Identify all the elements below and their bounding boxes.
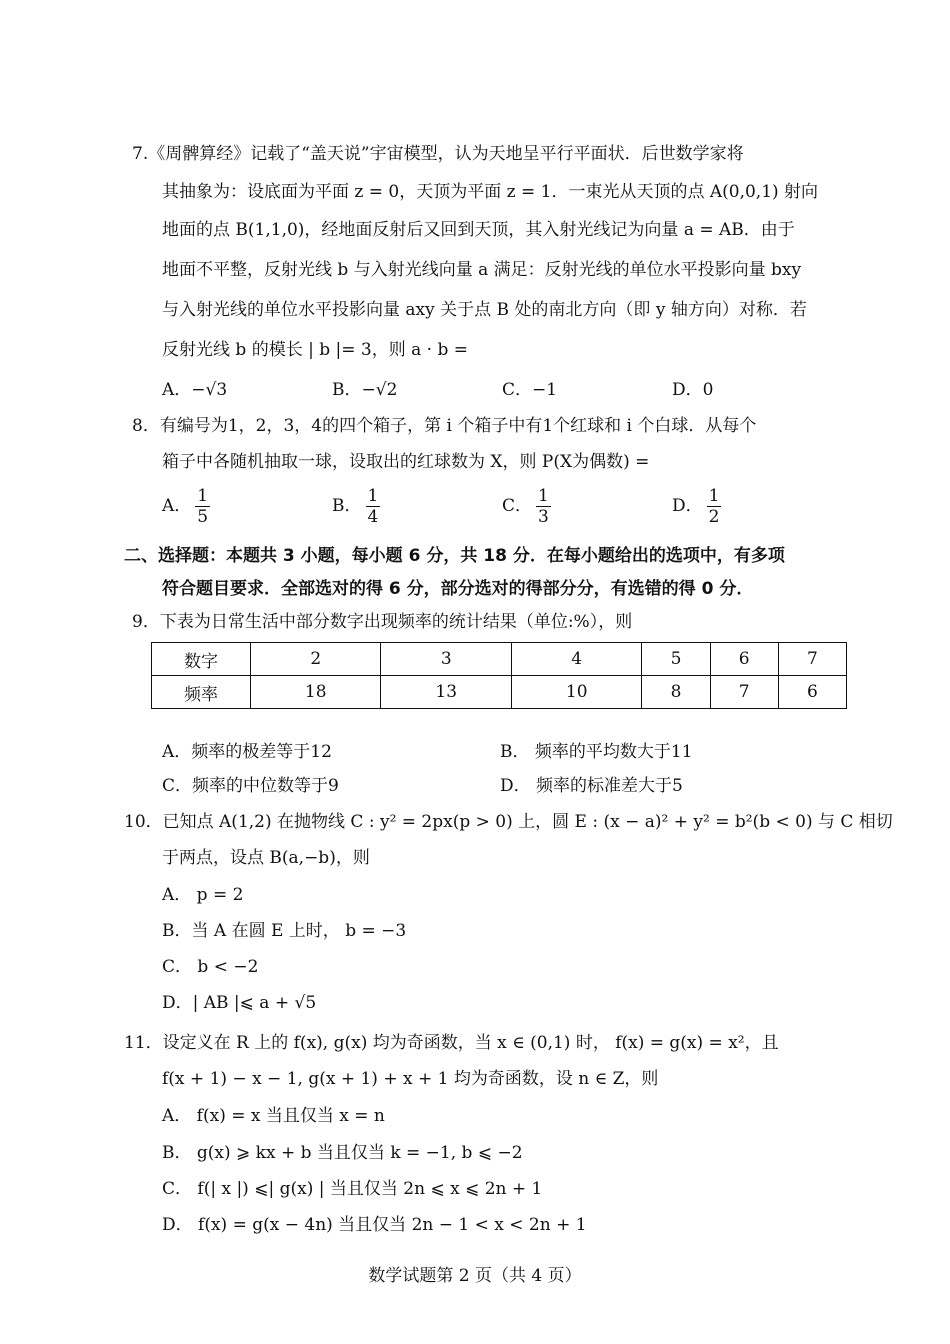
table-cell: 8 bbox=[642, 676, 710, 709]
q8-option-a bbox=[162, 486, 210, 527]
q7-line-4: 地面不平整，反射光线 b 与入射光线向量 a 满足：反射光线的单位水平投影向量 bxy bbox=[162, 260, 802, 280]
q7-option-c: C．−1 bbox=[502, 380, 558, 400]
table-cell: 5 bbox=[642, 643, 710, 676]
table-row-header: 数字 bbox=[152, 643, 251, 676]
table-cell: 10 bbox=[511, 676, 641, 709]
q11-option-d: D． f(x) = g(x − 4n) 当且仅当 2n − 1 < x < 2n + 1 bbox=[162, 1215, 587, 1235]
q8-option-a-letter: A． bbox=[162, 496, 192, 516]
q8-line-1: 8．有编号为1，2，3，4的四个箱子，第 i 个箱子中有1个红球和 i 个白球．从每个 bbox=[132, 416, 757, 436]
q10-option-b: B．当 A 在圆 E 上时， b = −3 bbox=[162, 921, 407, 941]
q8-option-c bbox=[502, 486, 551, 527]
fraction-numerator: 1 bbox=[367, 486, 379, 506]
q11-option-c: C． f(| x |) ⩽| g(x) | 当且仅当 2n ⩽ x ⩽ 2n + 1 bbox=[162, 1179, 543, 1199]
q8-option-b-fraction bbox=[366, 486, 381, 527]
q8-option-d-fraction bbox=[707, 486, 722, 527]
q10-option-c: C． b < −2 bbox=[162, 957, 259, 977]
fraction-numerator: 1 bbox=[197, 486, 209, 506]
q8-option-d bbox=[672, 486, 721, 527]
q7-line-1: 7.《周髀算经》记载了“盖天说”宇宙模型，认为天地呈平行平面状．后世数学家将 bbox=[132, 144, 744, 164]
table-cell: 4 bbox=[511, 643, 641, 676]
q7-option-a: A．−√3 bbox=[162, 380, 228, 400]
fraction-denominator: 4 bbox=[367, 507, 379, 527]
q7-line-3: 地面的点 B(1,1,0)，经地面反射后又回到天顶，其入射光线记为向量 a = AB．由于 bbox=[162, 220, 795, 240]
q8-option-c-letter: C． bbox=[502, 496, 533, 516]
q9-option-c: C．频率的中位数等于9 bbox=[162, 776, 339, 796]
fraction-denominator: 3 bbox=[538, 507, 549, 527]
fraction-denominator: 5 bbox=[197, 507, 209, 527]
q7-line-6: 反射光线 b 的模长 | b |= 3，则 a · b = bbox=[162, 340, 468, 360]
table-cell: 3 bbox=[381, 643, 511, 676]
q8-options bbox=[162, 486, 862, 526]
fraction-numerator: 1 bbox=[708, 486, 720, 506]
page-footer: 数学试题第 2 页（共 4 页） bbox=[368, 1266, 582, 1286]
q8-option-b-letter: B． bbox=[332, 496, 362, 516]
q7-options bbox=[162, 378, 862, 418]
table-cell: 7 bbox=[710, 676, 778, 709]
fraction-denominator: 2 bbox=[708, 507, 720, 527]
q11-option-b: B． g(x) ⩾ kx + b 当且仅当 k = −1, b ⩽ −2 bbox=[162, 1143, 523, 1163]
q9-option-a: A．频率的极差等于12 bbox=[162, 742, 332, 762]
table-row-header: 频率 bbox=[152, 676, 251, 709]
q7-line-2: 其抽象为：设底面为平面 z = 0，天顶为平面 z = 1．一束光从天顶的点 A(0,0,1) 射向 bbox=[162, 182, 819, 202]
q8-option-a-fraction bbox=[195, 486, 210, 527]
q8-option-d-letter: D． bbox=[672, 496, 703, 516]
q10-option-a: A． p = 2 bbox=[162, 885, 244, 905]
q9-option-d: D． 频率的标准差大于5 bbox=[500, 776, 683, 796]
table-cell: 6 bbox=[778, 676, 846, 709]
fraction-numerator: 1 bbox=[538, 486, 549, 506]
q10-line-1: 10．已知点 A(1,2) 在抛物线 C : y² = 2px(p > 0) 上，圆 E : (x − a)² + y² = b²(b < 0) 与 C 相切 bbox=[124, 812, 893, 832]
q10-option-d: D．| AB |⩽ a + √5 bbox=[162, 993, 317, 1013]
table-row bbox=[152, 643, 847, 676]
table-cell: 6 bbox=[710, 643, 778, 676]
section-2-header-line-1: 二、选择题：本题共 3 小题，每小题 6 分，共 18 分．在每小题给出的选项中，有多项 bbox=[124, 546, 785, 566]
q8-option-b bbox=[332, 486, 380, 527]
q11-option-a: A． f(x) = x 当且仅当 x = n bbox=[162, 1106, 385, 1126]
table-cell: 7 bbox=[778, 643, 846, 676]
q9-stem: 9．下表为日常生活中部分数字出现频率的统计结果（单位:%），则 bbox=[132, 612, 633, 632]
q8-line-2: 箱子中各随机抽取一球，设取出的红球数为 X，则 P(X为偶数) = bbox=[162, 452, 650, 472]
q7-option-d: D．0 bbox=[672, 380, 714, 400]
q7-line-5: 与入射光线的单位水平投影向量 axy 关于点 B 处的南北方向（即 y 轴方向）对称．若 bbox=[162, 300, 807, 320]
q11-line-2: f(x + 1) − x − 1, g(x + 1) + x + 1 均为奇函数，设 n ∈ Z，则 bbox=[162, 1069, 659, 1089]
section-2-header-line-2: 符合题目要求．全部选对的得 6 分，部分选对的得部分分，有选错的得 0 分． bbox=[162, 579, 754, 599]
q8-option-c-fraction bbox=[536, 486, 551, 527]
q9-frequency-table bbox=[151, 642, 847, 709]
q11-line-1: 11．设定义在 R 上的 f(x), g(x) 均为奇函数，当 x ∈ (0,1) 时， f(x) = g(x) = x²，且 bbox=[124, 1033, 779, 1053]
table-cell: 2 bbox=[251, 643, 381, 676]
q10-line-2: 于两点，设点 B(a,−b)，则 bbox=[162, 848, 370, 868]
q9-option-b: B． 频率的平均数大于11 bbox=[500, 742, 693, 762]
table-cell: 13 bbox=[381, 676, 511, 709]
table-row bbox=[152, 676, 847, 709]
table-cell: 18 bbox=[251, 676, 381, 709]
q7-option-b: B．−√2 bbox=[332, 380, 398, 400]
